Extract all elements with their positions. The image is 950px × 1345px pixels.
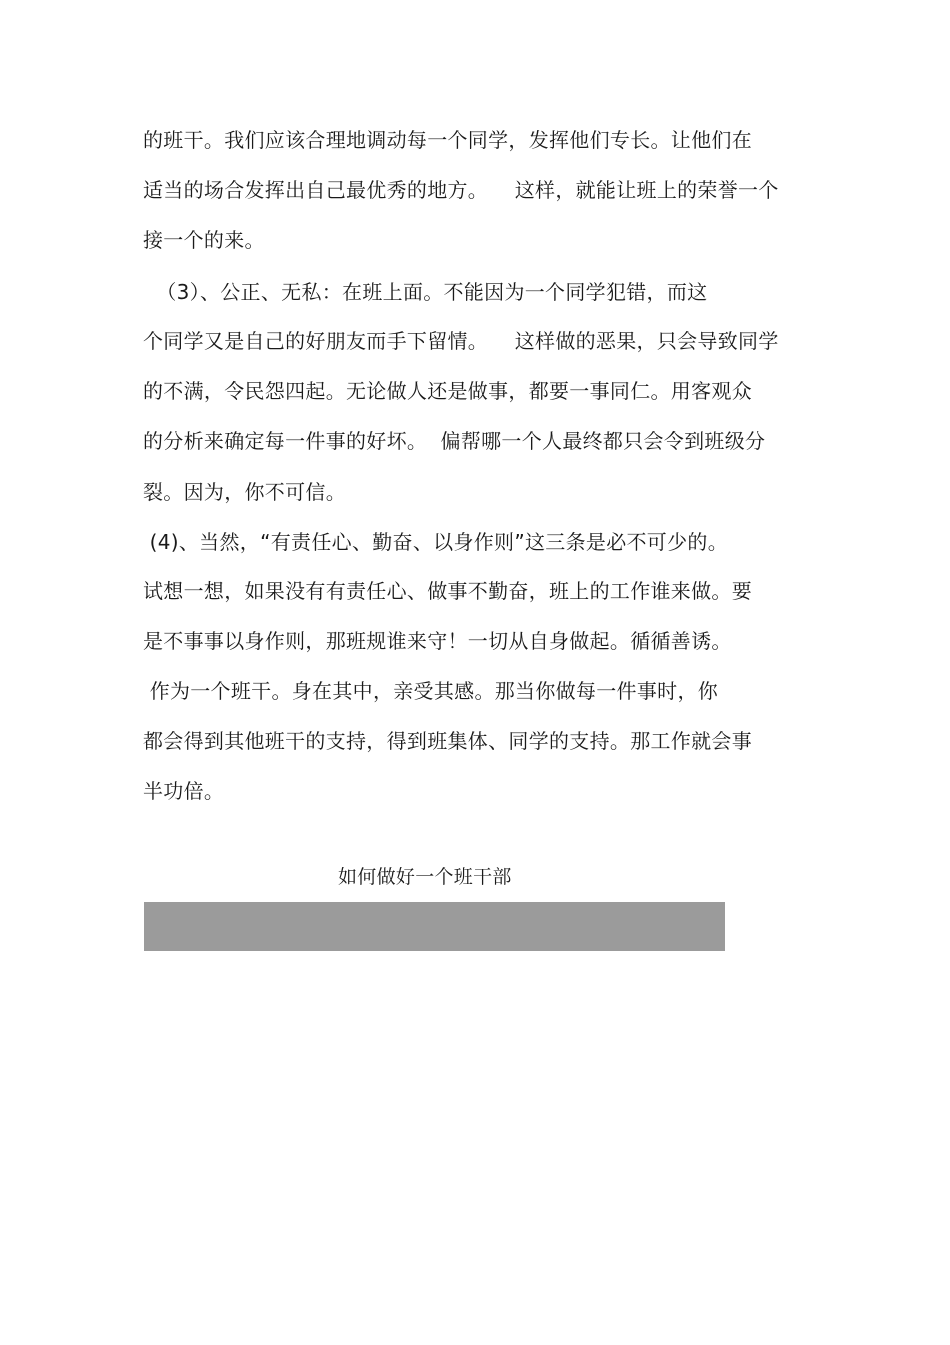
gray-placeholder-bar — [144, 902, 725, 951]
body-text-line-1: 的班干。我们应该合理地调动每一个同学，发挥他们专长。让他们在 — [143, 128, 752, 152]
body-text-line-7: 的分析来确定每一件事的好坏。 偏帮哪一个人最终都只会令到班级分 — [143, 429, 766, 453]
body-text-line-3: 接一个的来。 — [143, 228, 265, 252]
body-text-line-12: 作为一个班干。身在其中，亲受其感。那当你做每一件事时，你 — [143, 679, 719, 703]
body-text-line-6: 的不满，令民怨四起。无论做人还是做事，都要一事同仁。用客观众 — [143, 379, 752, 403]
body-text-line-8: 裂。因为，你不可信。 — [143, 480, 346, 504]
body-text-line-13: 都会得到其他班干的支持，得到班集体、同学的支持。那工作就会事 — [143, 729, 752, 753]
body-text-line-2: 适当的场合发挥出自己最优秀的地方。 这样，就能让班上的荣誉一个 — [143, 178, 779, 202]
body-text-line-14: 半功倍。 — [143, 779, 225, 803]
body-text-line-5: 个同学又是自己的好朋友而手下留情。 这样做的恶果，只会导致同学 — [143, 329, 779, 353]
body-text-line-9: (4)、当然，“有责任心、勤奋、以身作则”这三条是必不可少的。 — [143, 530, 729, 554]
body-text-line-11: 是不事事以身作则，那班规谁来守！一切从自身做起。循循善诱。 — [143, 629, 732, 653]
body-text-line-4: （3）、公正、无私：在班上面。不能因为一个同学犯错，而这 — [143, 280, 708, 304]
section-title: 如何做好一个班干部 — [338, 866, 512, 888]
body-text-line-10: 试想一想，如果没有有责任心、做事不勤奋，班上的工作谁来做。要 — [143, 579, 752, 603]
